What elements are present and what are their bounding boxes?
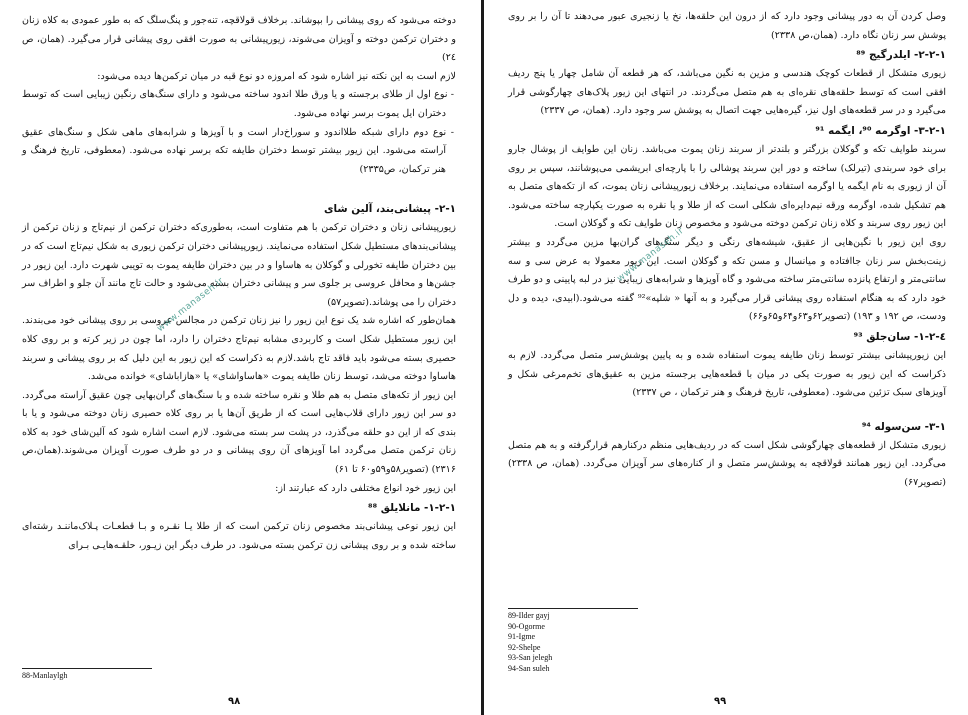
paragraph: روی این زیور با نگین‌هایی از عقیق، شیشه‌های رنگی و دیگر سنگ‌های گران‌بها مزین می‌گردد و بیشتر زینت‌بخش سر زنان جاافتاده و میانسال و مسن تکه و گوکلان است. این زیور معمولا به عرض سی و سه سانتی‌متر و ارتفاع پانزده سانتی‌متر ساخته می‌شود و گاه آویزها و شرابه‌های زیبایی نیز در لبه پایینی و دو طرف خود دارد که به هنگام استفاده روی پیشانی قرار می‌گیرد و به آنها « شلپه»⁹² گفته می‌شود.(ابیدی، دیده و دل ودست، ص ۱۹۲ و ۱۹۳) (تصویر۶۲و۶۳و۶۴و۶۵و۶۶) [508,236,946,323]
footnotes [22,660,152,682]
section-heading: ۳-۱- سن‌سوله ⁹⁴ [861,420,946,433]
paragraph: سربند طوایف تکه و گوکلان بزرگتر و بلندتر از سربند زنان یموت می‌باشد. زنان این طوایف از پوشال جارو برای خود سربندی (تیرلک) ساخته و دور این سربند پوشالی را با پارچه‌ای ابریشمی می‌پوشانند، سپس بر روی آن از زیوری به نام ایگمه یا اوگرمه استفاده می‌نمایند. برخلاف زیورپیشانی زنان یموت، که از تکه‌های متصل به هم تشکیل شده، اوگرمه ورقه نیم‌دایره‌ای شکلی است که از طلا و یا نقره به صورت یکپارچه ساخته می‌شود. این زیور روی سربند و کلاه زنان ترکمن دوخته می‌شود و مخصوص زنان طوایف تکه و گوکلان است. [508,143,946,230]
subsection-heading: ۳-۲-۱- اوگرمه ⁹⁰، ایگمه ⁹¹ [815,124,946,137]
footnote-divider [22,668,152,669]
paragraph: این زیور نوعی پیشانی‌بند مخصوص زنان ترکمن است که از طلا یـا نقـره و بـا قطعـات پـلاک‌ماننـد رشته‌ای ساخته شده و بر روی پیشانی زن ترکمن بسته می‌شود. در طرف دیگر این زیـور، حلقـه‌هایـی بـرای [22,521,456,551]
subsection-heading: ۱-۲-۱- مانلایلق ⁸⁸ [368,502,456,515]
page-gutter [481,0,484,715]
footnotes [508,600,638,675]
watermark-text: www.manaseh.ir [615,225,687,285]
paragraph: دوخته می‌شود که روی پیشانی را بپوشاند. برخلاف قولاقچه، تنه‌جور و پنگ‌سلگ که به طور عمودی به کلاه زنان و دختران ترکمن دوخته و آویزان می‌شوند، زیورپیشانی به صورت افقی روی پیشانی قرار می‌گیرد. (همان، ص ۲٤) [22,15,456,64]
footnote: 88-Manlaylgh [22,671,68,680]
footnote-divider [508,608,638,609]
paragraph: زیوری متشکل از قطعه‌های چهارگوشی شکل است که در ردیف‌هایی منظم درکنارهم قرارگرفته و به هم متصل می‌گردد. این زیور همانند قولاقچه به پوشش‌سر متصل و از کناره‌های سر آویزان می‌گردد. (همان، ص ۲۳۳۸) (تصویر۶۷) [508,439,946,488]
paragraph: وصل کردن آن به دور پیشانی وجود دارد که از درون این حلقه‌ها، نخ یا زنجیری عبور می‌دهند تا آن را بر روی پوشش سر زنان نگاه دارد. (همان،ص ۲۳۳۸) [508,11,946,41]
footnote: 92-Shelpe [508,642,541,652]
paragraph: همان‌طور که اشاره شد یک نوع این زیور را نیز زنان ترکمن در مجالس عروسی بر روی پیشانی خود می‌بندند. این زیور مستطیل شکل است و کاربردی مشابه نیم‌تاج دختران را دارد، اما چون در زیر کرته و بر روی کلاه حصیری بسته می‌شود باید فاقد تاج باشد.لازم به ذکراست که این زیور به این دلیل که بر روی پیشانی و سربند هاساوا دوخته می‌شد، توسط زنان طایفه یموت «هاساواشای» یا «هازاباشای» خوانده می‌شد. [22,315,456,383]
left-page [0,0,480,715]
footnote: 94-San suleh [508,663,550,673]
watermark-text: www.manaseh.ir [155,275,227,335]
paragraph: لازم است به این نکته نیز اشاره شود که امروزه دو نوع قبه در میان ترکمن‌ها دیده می‌شود: [97,70,456,82]
list-item: - نوع اول از طلای برجسته و یا ورق طلا اندود ساخته می‌شود و دارای سنگ‌های رنگین زیبایی است که توسط دختران ایل یموت برسر نهاده می‌شود. [22,89,454,119]
paragraph: این زیور از تکه‌های متصل به هم طلا و نقره ساخته شده و با سنگ‌های گران‌بهایی چون عقیق آراسته می‌گردد. دو سر این زیور دارای قلاب‌هایی است که از طریق آن‌ها یا بر روی کلاه حصیری زنان دوخته می‌شود و یا با بندی که از این دو حلقه می‌گذرد، در پشت سر بسته می‌شود. لازم است اشاره شود که آلین‌شای خود به کلاه زنان ترکمن متصل می‌گردد اما آویزهای آن روی پیشانی و در دو طرف صورت آویزان می‌شوند.(همان،ص ۲۳۱۶) (تصویر۵۸و۵۹و۶۰ تا ۶۱) [22,389,456,476]
paragraph: زیورپیشانی زنان و دختران ترکمن با هم متفاوت است، به‌طوری‌که دختران ترکمن از نیم‌تاج و زنان ترکمن از پیشانی‌بندهای مستطیل شکل استفاده می‌نمایند. زیورپیشانی دختران ترکمن زیوری به شکل نیم‌تاج است که در بین دختران طایفه تخورلی و گوکلان به هاساوا و در بین دختران طایفه یموت به تویبی شهرت دارد. این زیور در جشن‌ها و محافل عروسی بر جلوی سر و پیشانی دختران بسته می‌شود و حالت تاج مانند آن جلو و اطراف سر دختران را می پوشاند.(تصویر۵۷) [22,222,456,308]
footnote: 93-San jelegh [508,653,553,663]
right-page [486,0,968,715]
list-item: - نوع دوم دارای شبکه طلااندود و سوراخ‌دار است و با آویزها و شرابه‌های ماهی شکل و سنگ‌های عقیق آراسته می‌شود. این زیور بیشتر توسط دختران طایفه تکه برسر نهاده می‌شود. (معطوفی، تاریخ فرهنگ و هنر ترکمان، ص۲۳۳۵) [22,126,454,175]
subsection-heading: ۲-۲-۱- ایلدرگیج ⁸⁹ [856,49,946,62]
page-number: ۹۹ [714,696,727,707]
footnote: 89-Ilder gayj [508,611,550,620]
footnote: 90-Ogorme [508,621,545,631]
subsection-heading: ٤-٢-١- سان‌جلق ⁹³ [853,330,946,343]
section-heading: ۲-۱- پیشانی‌بند، آلین شای [324,203,456,216]
paragraph: زیوری متشکل از قطعات کوچک هندسی و مزین به نگین می‌باشد، که هر قطعه آن شامل چهار یا پنج ردیف افقی است که توسط حلقه‌های نقره‌ای به هم متصل می‌گردند. در انتهای این زیور پلاک‌های چهارگوشی قرار می‌گیرد و در سر قطعه‌های اول نیز، گیره‌هایی جهت اتصال به پوشش سر وجود دارد. (همان، ص ۲۳۳۷) [508,68,946,117]
paragraph: این زیور خود انواع مختلفی دارد که عبارتند از: [275,482,456,494]
page-number: ۹۸ [228,696,241,707]
footnote: 91-Igme [508,632,536,642]
paragraph: این زیورپیشانی بیشتر توسط زنان طایفه یموت استفاده شده و به پایین پوشش‌سر متصل می‌گردد. لازم به ذکراست که این زیور به صورت یکی در میان با قطعه‌هایی برجسته مزین به عقیق‌های تخم‌مرغی شکل و آویزهای سبک تزئین می‌شود. (معطوفی، تاریخ فرهنگ و هنر ترکمان ، ص ۲۳۳۷) [508,349,946,399]
